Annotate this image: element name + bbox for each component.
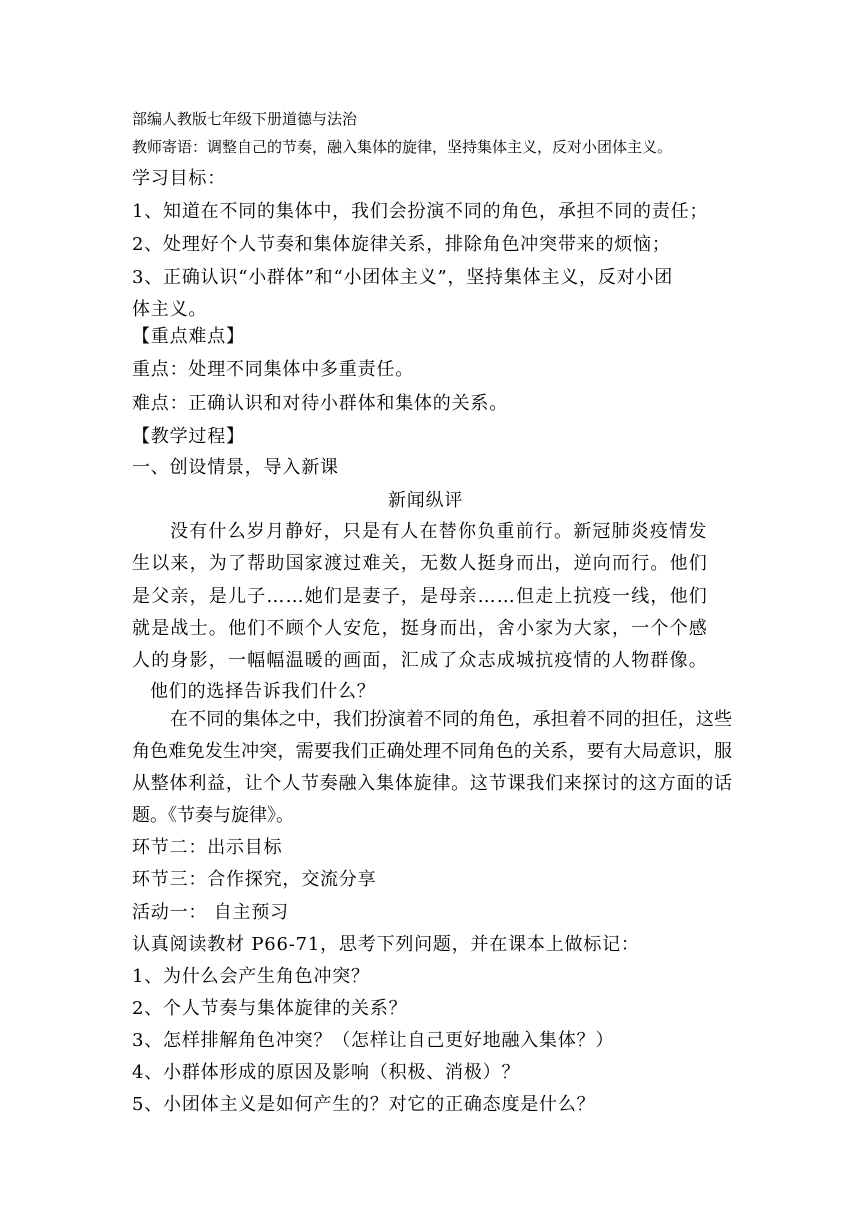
news-line: 就是战士。他们不顾个人安危，挺身而出，舍小家为大家，一个个感 <box>132 618 708 639</box>
process-heading: 【教学过程】 <box>132 426 245 447</box>
objectives-heading: 学习目标： <box>132 168 226 189</box>
objective-item: 体主义。 <box>132 299 208 320</box>
news-line: 是父亲，是儿子……她们是妻子，是母亲……但走上抗疫一线，他们 <box>132 586 708 607</box>
news-line: 生以来，为了帮助国家渡过难关，无数人挺身而出，逆向而行。他们 <box>132 553 708 574</box>
difficult-point: 难点：正确认识和对待小群体和集体的关系。 <box>132 393 508 414</box>
key-point: 重点：处理不同集体中多重责任。 <box>132 359 414 380</box>
news-line: 没有什么岁月静好，只是有人在替你负重前行。新冠肺炎疫情发 <box>170 521 708 542</box>
header-line: 部编人教版七年级下册道德与法治 <box>132 110 358 128</box>
objective-item: 1、知道在不同的集体中，我们会扮演不同的角色，承担不同的责任； <box>132 201 709 222</box>
teacher-message: 教师寄语：调整自己的节奏，融入集体的旋律，坚持集体主义，反对小团体主义。 <box>132 138 673 156</box>
question-item: 1、为什么会产生角色冲突？ <box>132 966 370 987</box>
objective-item: 2、处理好个人节奏和集体旋律关系，排除角色冲突带来的烦恼； <box>132 234 671 255</box>
key-points-heading: 【重点难点】 <box>132 326 245 347</box>
step-three: 环节三：合作探究，交流分享 <box>132 869 377 890</box>
question-item: 2、个人节奏与集体旋律的关系？ <box>132 998 408 1019</box>
news-line: 人的身影，一幅幅温暖的画面，汇成了众志成城抗疫情的人物群像。 <box>132 650 708 671</box>
intro-paragraph <box>132 704 732 832</box>
intro-paragraph-text: 在不同的集体之中，我们扮演着不同的角色，承担着不同的担任，这些角色难免发生冲突，需要我们正确处理不同角色的关系，要有大局意识，服从整体利益，让个人节奏融入集体旋律。这节课我们来探讨的这方面的话题。《节奏与旋律》。 <box>132 709 732 826</box>
question-item: 3、怎样排解角色冲突？（怎样让自己更好地融入集体？） <box>132 1030 615 1051</box>
step-two: 环节二：出示目标 <box>132 837 283 858</box>
news-title: 新闻纵评 <box>388 490 464 511</box>
discussion-question: 他们的选择告诉我们什么？ <box>150 681 376 702</box>
question-item: 5、小团体主义是如何产生的？对它的正确态度是什么？ <box>132 1094 596 1115</box>
question-item: 4、小群体形成的原因及影响（积极、消极）？ <box>132 1062 521 1083</box>
section-one-heading: 一、创设情景，导入新课 <box>132 457 339 478</box>
reading-task: 认真阅读教材 P66-71，思考下列问题，并在课本上做标记： <box>132 934 640 955</box>
objective-item: 3、正确认识“小群体”和“小团体主义”，坚持集体主义，反对小团 <box>132 267 674 288</box>
activity-one: 活动一： 自主预习 <box>132 902 289 923</box>
